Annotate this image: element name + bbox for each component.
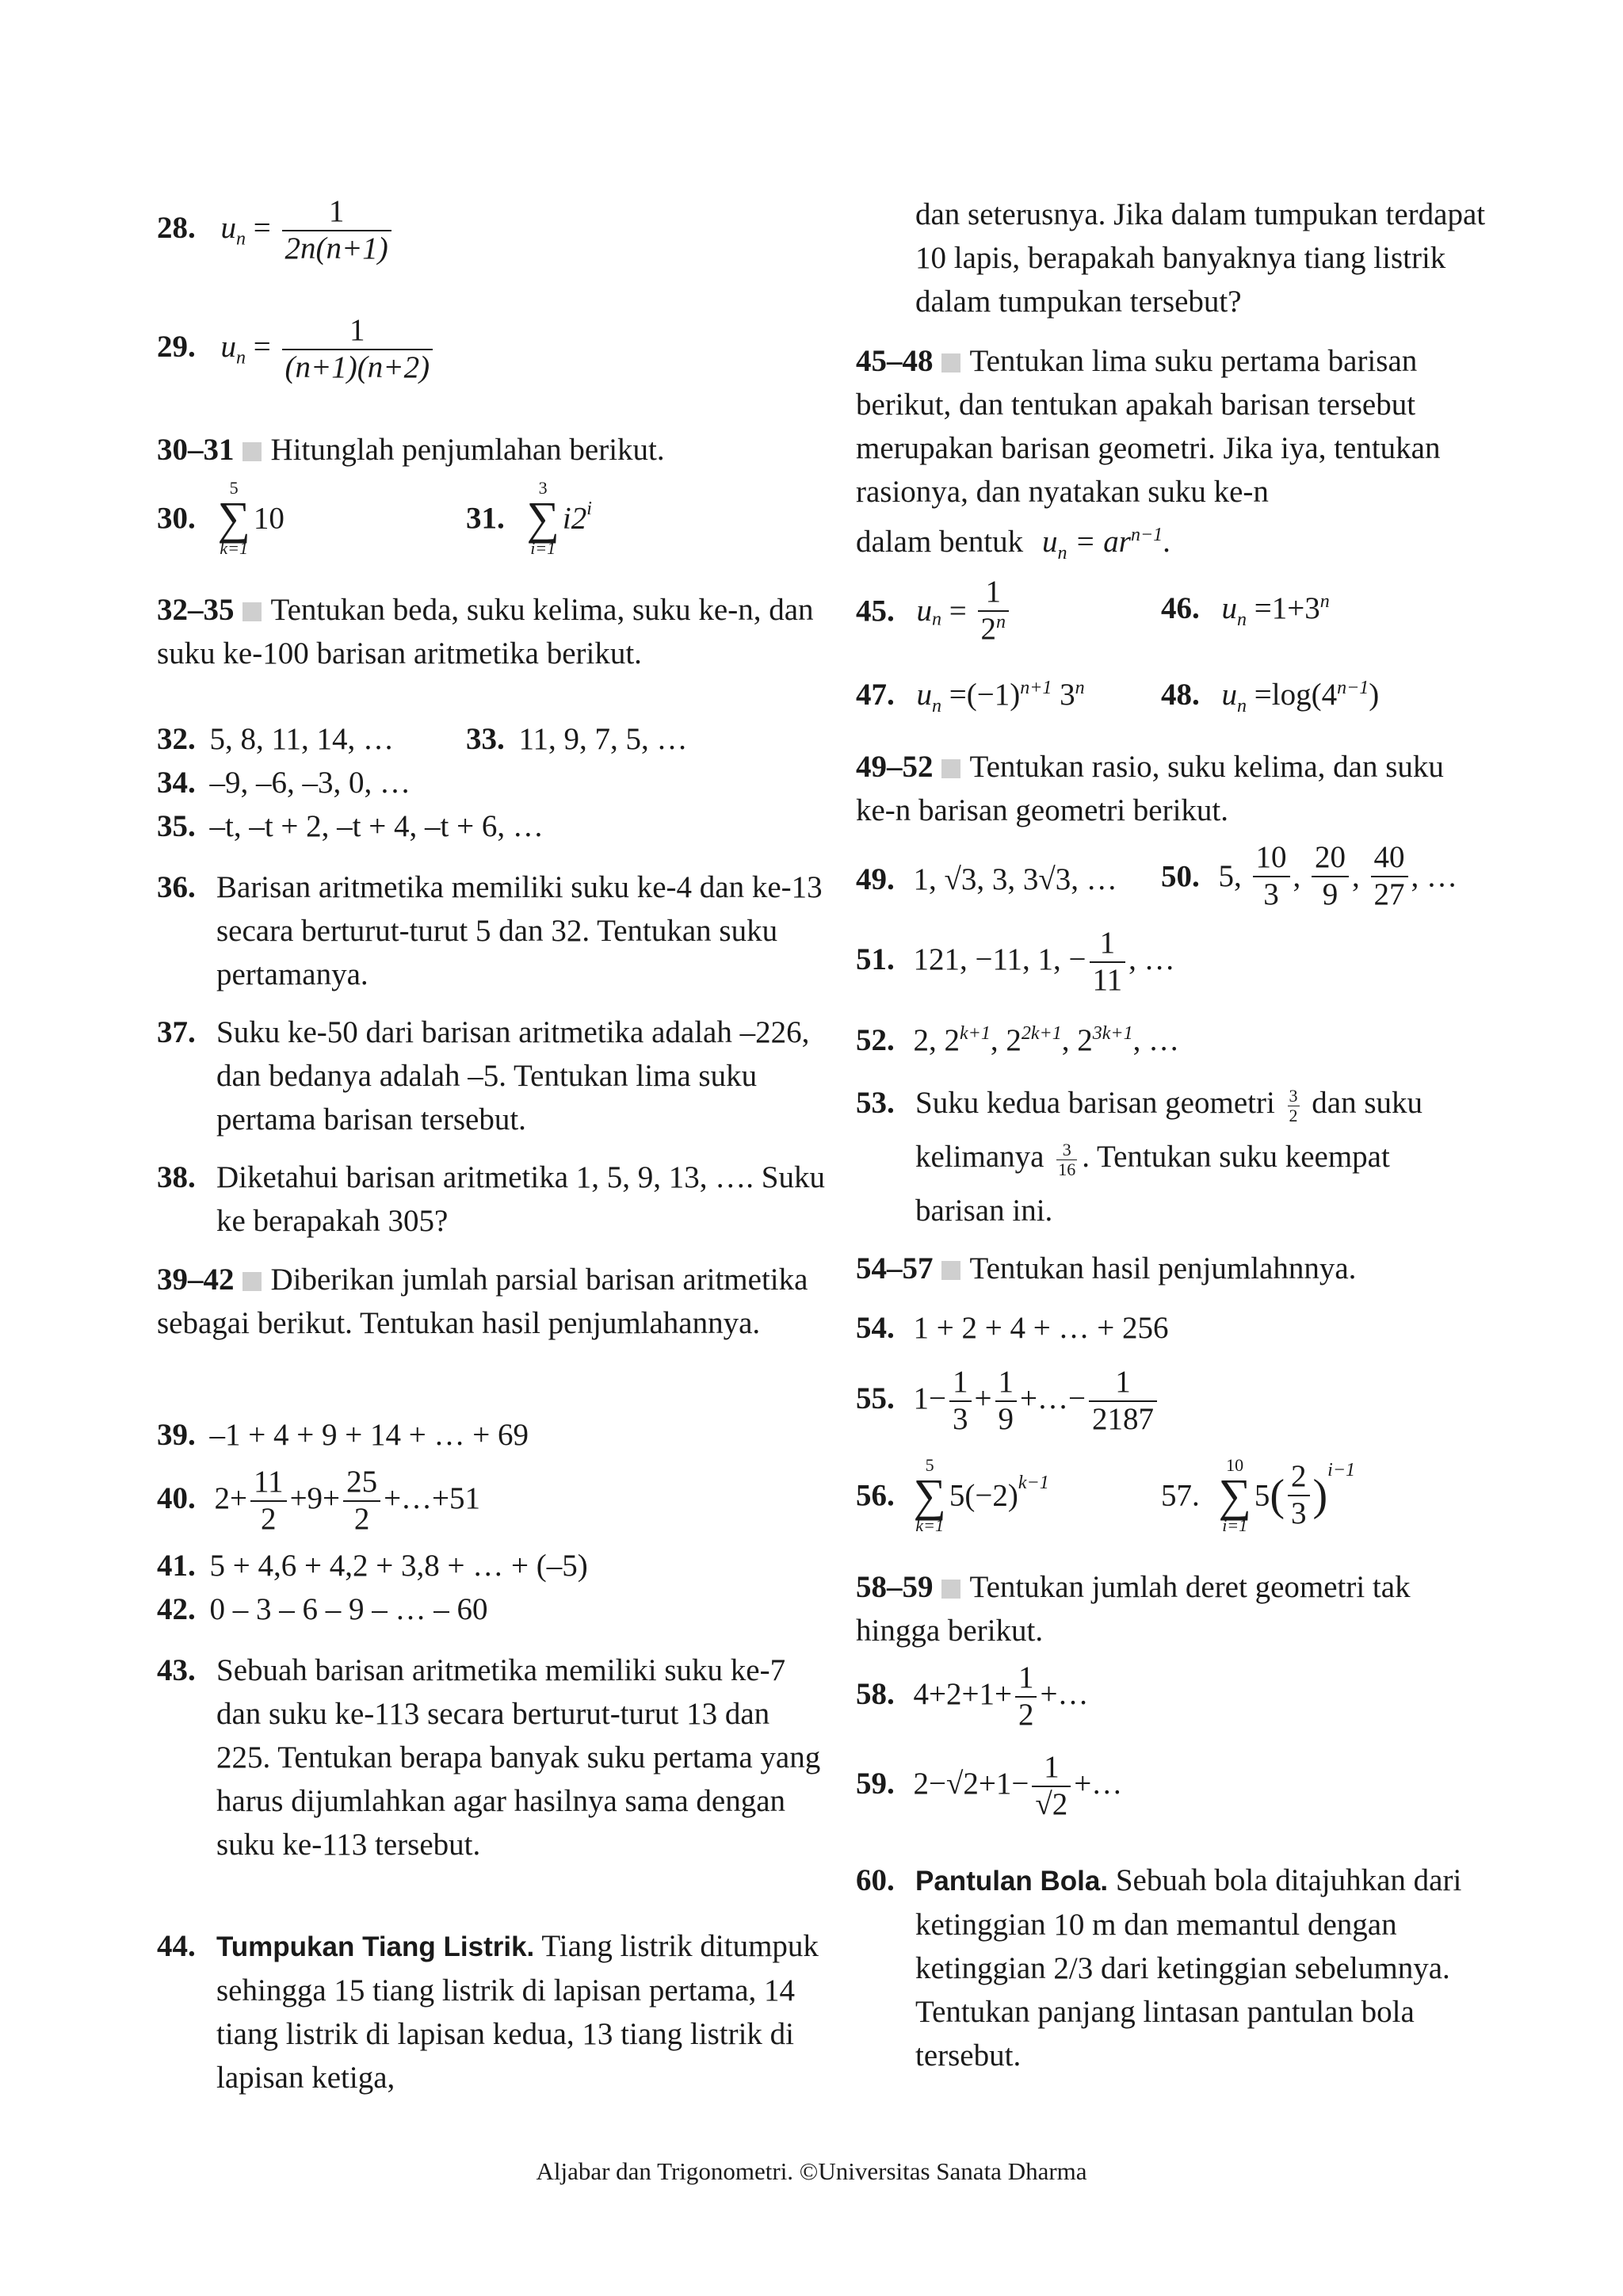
problem-title: Pantulan Bola. <box>915 1866 1109 1897</box>
fraction <box>1090 926 1126 999</box>
sum-body: 5(−2) <box>949 1478 1018 1513</box>
problem-57 <box>1161 1457 1355 1534</box>
problem-54 <box>856 1306 1490 1350</box>
problem-text: Tiang listrik ditumpuk sehingga 15 tiang listrik di lapisan pertama, 14 tiang listrik di lapisan kedua, 13 tiang listrik di lapisan ketiga, <box>216 1929 819 2095</box>
problem-number: 55. <box>856 1381 895 1415</box>
denominator: √2 <box>1032 1786 1071 1823</box>
fraction <box>1089 1365 1157 1438</box>
sum-upper: 3 <box>538 478 548 498</box>
math-term: +… <box>1040 1676 1089 1711</box>
fraction <box>1312 840 1349 913</box>
sum-upper: 5 <box>925 1455 934 1475</box>
problem-48 <box>1161 664 1379 730</box>
fraction <box>949 1365 972 1438</box>
math-sub: n <box>932 609 941 630</box>
denominator: (n+1)(n+2) <box>282 349 433 386</box>
fraction <box>250 1465 287 1538</box>
denominator: 3 <box>1253 876 1290 913</box>
math-term: 5, <box>1218 859 1242 894</box>
math-term: =(−1) <box>949 678 1021 712</box>
math-var: u <box>220 210 236 245</box>
exponent: i <box>586 498 592 519</box>
instruction-text: dalam bentuk <box>856 525 1024 559</box>
exponent: n+1 <box>1020 678 1052 698</box>
range-label: 45–48 <box>856 344 934 378</box>
problem-number: 33. <box>466 722 505 756</box>
problem-number: 40. <box>157 1480 196 1515</box>
problem-text: barisan ini. <box>915 1194 1053 1228</box>
math-sub: n <box>932 695 941 716</box>
problems-56-57 <box>856 1457 1490 1544</box>
denominator: 2 <box>343 1500 380 1538</box>
problems-32-33 <box>157 717 831 761</box>
math-term: =log(4 <box>1254 678 1338 712</box>
square-bullet-icon <box>242 602 262 621</box>
square-bullet-icon <box>941 353 960 372</box>
problem-text: 5, 8, 11, 14, … <box>209 722 395 756</box>
problem-number: 37. <box>157 1015 196 1049</box>
numerator: 1 <box>998 1365 1014 1399</box>
problem-text: kelimanya <box>915 1140 1044 1174</box>
math-eq: = <box>253 210 271 245</box>
fraction <box>1288 1087 1300 1124</box>
numerator: 1 <box>985 575 1001 609</box>
heading-54-57 <box>856 1247 1490 1290</box>
sum-body: 5 <box>1254 1478 1270 1513</box>
range-label: 49–52 <box>856 750 934 784</box>
fraction <box>343 1465 380 1538</box>
math-term: =1+3 <box>1254 591 1320 625</box>
problem-36 <box>157 865 831 996</box>
problem-title: Tumpukan Tiang Listrik. <box>216 1931 535 1962</box>
problem-42 <box>157 1587 831 1631</box>
problem-number: 43. <box>157 1653 196 1687</box>
problems-45-46 <box>856 575 1490 650</box>
problem-text: 1, √3, 3, 3√3, … <box>913 862 1117 896</box>
denominator: 16 <box>1058 1159 1076 1179</box>
fraction <box>282 194 391 267</box>
math-term: +…+51 <box>384 1480 481 1515</box>
numerator: 1 <box>1018 1660 1034 1694</box>
square-bullet-icon <box>941 1261 960 1280</box>
problem-number: 51. <box>856 942 895 976</box>
sigma-icon: ∑ <box>217 492 250 544</box>
instruction-text: Tentukan lima suku pertama barisan berikut, dan tentukan apakah barisan tersebut merupakan barisan geometri. Jika iya, tentukan rasionya, dan nyatakan suku ke-n <box>856 344 1441 509</box>
problem-number: 32. <box>157 722 196 756</box>
problem-31 <box>466 479 592 557</box>
fraction <box>1371 840 1408 913</box>
numerator: 10 <box>1255 840 1287 874</box>
numerator: 2 <box>1291 1459 1307 1494</box>
exponent: 2k+1 <box>1021 1023 1062 1044</box>
sum-upper: 10 <box>1226 1455 1244 1475</box>
math-sub: n <box>236 228 246 250</box>
problem-number: 28. <box>157 210 196 245</box>
fraction <box>1288 1459 1310 1532</box>
sigma-icon: ∑ <box>526 492 559 544</box>
instruction-text: Diberikan jumlah parsial barisan aritmetika sebagai berikut. Tentukan hasil penjumlahannya. <box>157 1263 808 1340</box>
range-label: 32–35 <box>157 593 235 627</box>
instruction-text: Tentukan hasil penjumlahnnya. <box>969 1251 1357 1286</box>
problem-44-continued <box>856 193 1490 323</box>
numerator: 1 <box>1115 1365 1131 1399</box>
problem-text: dan seterusnya. Jika dalam tumpukan terdapat 10 lapis, berapakah banyaknya tiang listrik dalam tumpukan tersebut? <box>915 197 1486 319</box>
sigma-icon: ∑ <box>1218 1469 1251 1521</box>
problem-text: –1 + 4 + 9 + 14 + … + 69 <box>209 1418 529 1452</box>
problem-number: 56. <box>856 1478 895 1513</box>
problem-number: 38. <box>157 1160 196 1194</box>
numerator: 1 <box>953 1365 968 1399</box>
math-term: + <box>974 1381 992 1415</box>
problem-text: Sebuah barisan aritmetika memiliki suku ke-7 dan suku ke-113 secara berturut-turut 13 dan 225. Tentukan berapa banyak suku pertama yang harus dijumlahkan agar hasilnya sama dengan suku ke-113 tersebut. <box>216 1653 821 1862</box>
sigma-sum <box>1219 1457 1251 1534</box>
problem-43 <box>157 1648 831 1866</box>
problem-number: 47. <box>856 678 895 712</box>
denominator: 11 <box>1090 961 1126 999</box>
sum-lower: i=1 <box>530 538 556 558</box>
denominator: 2187 <box>1089 1400 1157 1438</box>
denominator: 2 <box>1015 1696 1037 1733</box>
problem-55 <box>856 1365 1490 1438</box>
math-term: 3 <box>1060 678 1075 712</box>
math-term: , … <box>1411 859 1457 894</box>
problem-number: 39. <box>157 1418 196 1452</box>
denominator: 9 <box>1312 876 1349 913</box>
problem-number: 44. <box>157 1929 196 1963</box>
math-sub: n <box>1237 609 1247 630</box>
problem-number: 49. <box>856 862 895 896</box>
instruction-text: Hitunglah penjumlahan berikut. <box>270 433 665 467</box>
left-paren: ( <box>1270 1471 1285 1520</box>
problem-35 <box>157 804 831 848</box>
numerator: 1 <box>1099 926 1116 960</box>
problem-45 <box>856 575 1012 648</box>
math-var: u <box>1041 525 1058 559</box>
problem-51 <box>856 926 1490 999</box>
problem-number: 46. <box>1161 591 1200 625</box>
denominator-base: 2 <box>980 611 996 646</box>
problem-29 <box>157 313 831 386</box>
numerator: 25 <box>346 1465 378 1499</box>
range-label: 58–59 <box>856 1570 934 1604</box>
problem-number: 53. <box>856 1086 895 1120</box>
fraction <box>1056 1140 1077 1178</box>
math-term: , … <box>1132 1023 1180 1057</box>
problem-56 <box>856 1457 1049 1534</box>
heading-45-48 <box>856 339 1490 575</box>
exponent: n <box>1319 591 1330 612</box>
square-bullet-icon <box>941 759 960 778</box>
problem-number: 50. <box>1161 859 1200 894</box>
denominator: 27 <box>1371 876 1408 913</box>
problem-37 <box>157 1010 831 1141</box>
problem-41 <box>157 1544 831 1587</box>
math-term: 2, 2 <box>913 1023 960 1057</box>
problem-text: 11, 9, 7, 5, … <box>518 722 688 756</box>
problem-28 <box>157 194 831 267</box>
sum-lower: k=1 <box>220 538 248 558</box>
square-bullet-icon <box>242 442 262 461</box>
problem-59 <box>856 1750 1490 1823</box>
math-term: 121, −11, 1, − <box>913 942 1086 976</box>
problem-number: 41. <box>157 1549 196 1583</box>
sigma-sum <box>218 479 250 557</box>
numerator: 20 <box>1315 840 1346 874</box>
sum-upper: 5 <box>229 478 239 498</box>
math-term: ) <box>1369 678 1380 712</box>
range-label: 39–42 <box>157 1263 235 1297</box>
problem-50: 50. 5, $\frac{10}{3}$ , $\frac{20}{9}$ , $\frac{40}{27}$ , … <box>1161 840 1457 911</box>
problem-number: 57. <box>1161 1478 1200 1513</box>
problem-text: Diketahui barisan aritmetika 1, 5, 9, 13, …. Suku ke berapakah 305? <box>216 1160 825 1238</box>
problem-39 <box>157 1413 831 1457</box>
range-label: 30–31 <box>157 433 235 467</box>
problem-number: 34. <box>157 766 196 800</box>
problem-text: 1 + 2 + 4 + … + 256 <box>913 1311 1169 1345</box>
problem-number: 35. <box>157 809 196 843</box>
problem-text: –9, –6, –3, 0, … <box>209 766 411 800</box>
heading-32-35 <box>157 588 831 675</box>
problem-40 <box>157 1465 831 1538</box>
problem-49 <box>856 858 1117 901</box>
problem-number: 30. <box>157 501 196 536</box>
fraction <box>995 1365 1018 1438</box>
exponent: k+1 <box>960 1023 991 1044</box>
denominator: 2 <box>1289 1105 1298 1125</box>
sigma-sum <box>914 1457 946 1534</box>
sum-lower: k=1 <box>915 1515 944 1535</box>
numerator: 1 <box>349 313 365 347</box>
problem-53 <box>856 1076 1490 1238</box>
problem-number: 48. <box>1161 678 1200 712</box>
problem-34 <box>157 761 831 804</box>
heading-39-42 <box>157 1258 831 1345</box>
numerator: 1 <box>1044 1750 1060 1784</box>
exponent: n <box>1075 678 1085 698</box>
problem-number: 45. <box>856 594 895 628</box>
math-eq: = <box>253 329 271 364</box>
math-term: . <box>1163 525 1170 559</box>
math-term: 2−√2+1− <box>913 1766 1029 1801</box>
math-sub: n <box>1237 695 1247 716</box>
problem-text: Suku kedua barisan geometri <box>915 1086 1275 1120</box>
math-term: , … <box>1128 942 1175 976</box>
exponent: i−1 <box>1327 1459 1356 1480</box>
sigma-icon: ∑ <box>913 1469 946 1521</box>
problem-text: –t, –t + 2, –t + 4, –t + 6, … <box>209 809 544 843</box>
problem-text: Sebuah bola ditajuhkan dari ketinggian 10 m dan memantul dengan ketinggian 2/3 dari ketinggian sebelumnya. Tentukan panjang lintasan pantulan bola tersebut. <box>915 1863 1462 2073</box>
exponent: k−1 <box>1018 1472 1049 1493</box>
problem-text: . Tentukan suku keempat <box>1082 1140 1390 1174</box>
math-term: +… <box>1074 1766 1123 1801</box>
problem-33 <box>466 717 688 761</box>
denominator: 3 <box>1288 1495 1310 1532</box>
problem-number: 60. <box>856 1863 895 1897</box>
fraction <box>1015 1660 1037 1733</box>
fraction <box>282 313 433 386</box>
math-var: u <box>1221 591 1237 625</box>
numerator: 1 <box>328 194 345 228</box>
math-term: 2+ <box>214 1480 247 1515</box>
math-var: u <box>916 678 932 712</box>
problem-47 <box>856 664 1085 730</box>
fraction <box>1253 840 1290 913</box>
problem-number: 31. <box>466 501 505 536</box>
math-term: 4+2+1+ <box>913 1676 1012 1711</box>
problem-number: 29. <box>157 329 196 364</box>
heading-30-31 <box>157 428 831 472</box>
math-term: +9+ <box>289 1480 341 1515</box>
heading-58-59 <box>856 1565 1490 1652</box>
problem-number: 36. <box>157 870 196 904</box>
problems-30-31 <box>157 478 831 558</box>
problem-number: 54. <box>856 1311 895 1345</box>
problem-text: 5 + 4,6 + 4,2 + 3,8 + … + (–5) <box>209 1549 588 1583</box>
math-sub: n <box>1057 542 1067 563</box>
problems-47-48 <box>856 664 1490 716</box>
exponent: n <box>996 611 1006 632</box>
sigma-sum <box>527 479 559 557</box>
problem-32 <box>157 717 394 761</box>
instruction-text: Tentukan jumlah deret geometri tak hingga berikut. <box>856 1570 1411 1648</box>
sum-lower: i=1 <box>1222 1515 1248 1535</box>
math-var: u <box>220 329 236 364</box>
instruction-text: Tentukan rasio, suku kelima, dan suku ke-n barisan geometri berikut. <box>856 750 1444 827</box>
problem-number: 52. <box>856 1023 895 1057</box>
problem-text: dan suku <box>1312 1086 1423 1120</box>
problem-text: 0 – 3 – 6 – 9 – … – 60 <box>209 1592 488 1626</box>
heading-49-52 <box>856 745 1490 832</box>
math-sub: n <box>236 347 246 369</box>
problem-text: Suku ke-50 dari barisan aritmetika adalah –226, dan bedanya adalah –5. Tentukan lima suku pertama barisan tersebut. <box>216 1015 810 1137</box>
math-term: +…− <box>1020 1381 1086 1415</box>
sum-body: i2 <box>562 501 587 536</box>
problem-38 <box>157 1156 831 1243</box>
denominator: 2n(n+1) <box>282 230 391 267</box>
exponent: n−1 <box>1130 525 1163 545</box>
math-var: u <box>1221 678 1237 712</box>
problem-number: 59. <box>856 1766 895 1801</box>
exponent: n−1 <box>1337 678 1369 698</box>
problem-30 <box>157 479 285 557</box>
numerator: 3 <box>1289 1086 1298 1106</box>
instruction-text: Tentukan beda, suku kelima, suku ke-n, dan suku ke-100 barisan aritmetika berikut. <box>157 593 814 670</box>
math-term: 1− <box>913 1381 946 1415</box>
denominator: 3 <box>949 1400 972 1438</box>
fraction <box>978 575 1010 648</box>
right-paren: ) <box>1312 1471 1328 1520</box>
problem-44 <box>157 1924 831 2099</box>
problem-52: 52. 2, $2^{k+1}$, $2^{2k+1}$, $2^{3k+1}$, … <box>856 1023 1180 1057</box>
problems-49-50 <box>856 840 1490 915</box>
fraction <box>1032 1750 1071 1823</box>
problem-58 <box>856 1660 1490 1733</box>
problem-text: Barisan aritmetika memiliki suku ke-4 dan ke-13 secara berturut-turut 5 dan 32. Tentukan suku pertamanya. <box>216 870 823 991</box>
denominator: 9 <box>995 1400 1018 1438</box>
square-bullet-icon <box>941 1580 960 1599</box>
problem-60 <box>856 1859 1490 2077</box>
problem-number: 42. <box>157 1592 196 1626</box>
problem-number: 58. <box>856 1676 895 1711</box>
math-eq: = <box>949 594 967 628</box>
math-var: u <box>916 594 932 628</box>
range-label: 54–57 <box>856 1251 934 1286</box>
sum-body: 10 <box>253 501 285 536</box>
numerator: 40 <box>1373 840 1405 874</box>
square-bullet-icon <box>242 1272 262 1291</box>
denominator: 2 <box>250 1500 287 1538</box>
exponent: 3k+1 <box>1092 1023 1133 1044</box>
page-footer: Aljabar dan Trigonometri. ©Universitas Sanata Dharma <box>536 2157 1087 2185</box>
numerator: 3 <box>1062 1140 1071 1160</box>
math-term: = ar <box>1075 525 1131 559</box>
problem-46 <box>1161 590 1330 631</box>
denominator <box>978 610 1010 648</box>
numerator: 11 <box>254 1465 284 1499</box>
